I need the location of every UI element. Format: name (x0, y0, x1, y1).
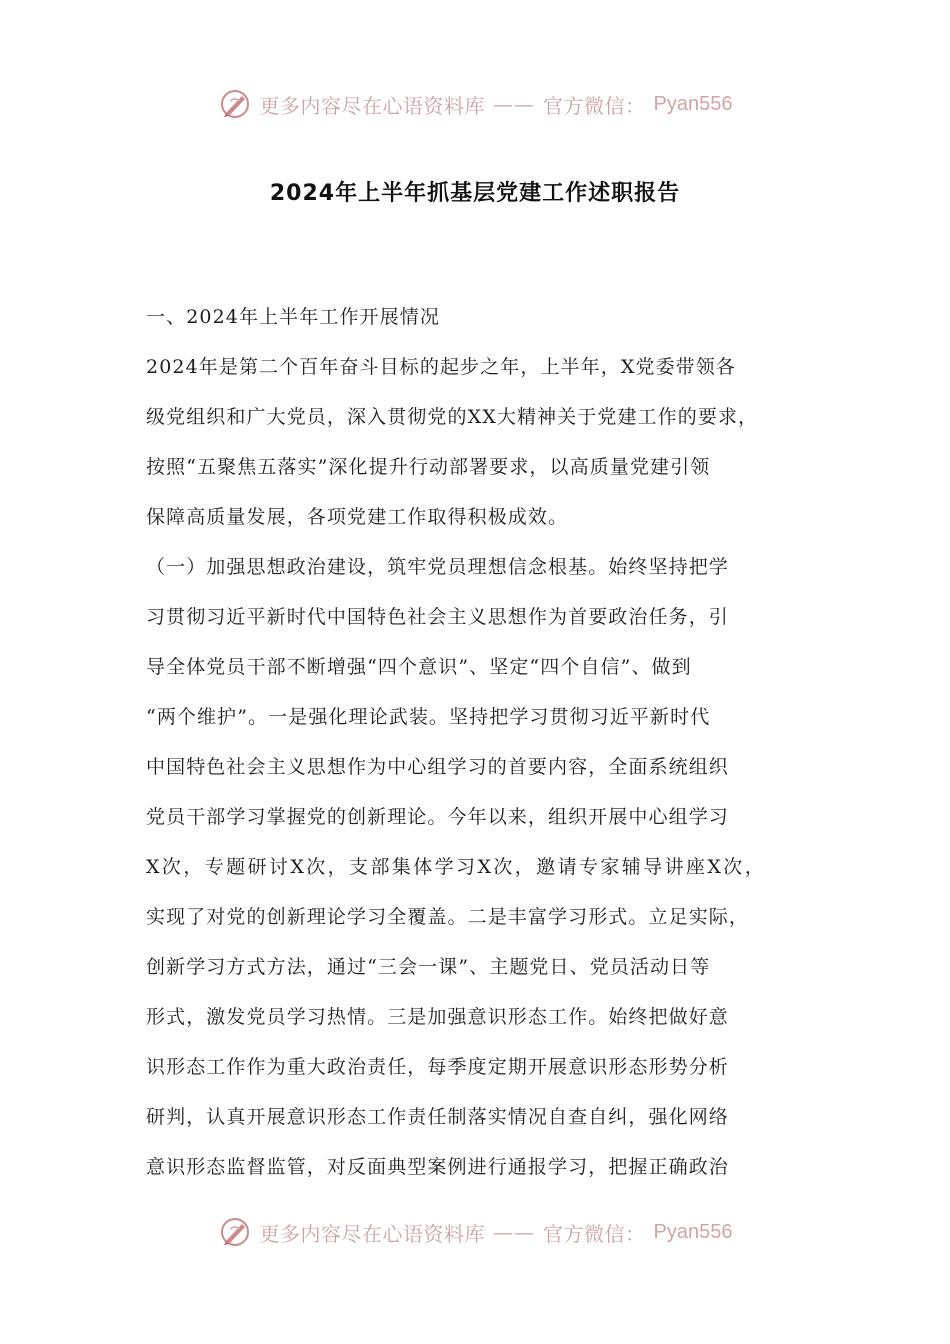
body-line: 2024年是第二个百年奋斗目标的起步之年，上半年，X党委带领各 (146, 356, 736, 378)
watermark-label: 官方微信： (543, 1221, 646, 1246)
body-line: 党员干部学习掌握党的创新理论。今年以来，组织开展中心组学习 (146, 806, 729, 828)
body-line: “两个维护”。一是强化理论武装。坚持把学习贯彻习近平新时代 (146, 706, 711, 728)
body-line: 导全体党员干部不断增强“四个意识”、坚定“四个自信”、做到 (146, 656, 692, 678)
body-line: 级党组织和广大党员，深入贯彻党的XX大精神关于党建工作的要求， (146, 406, 759, 428)
body-line: 中国特色社会主义思想作为中心组学习的首要内容，全面系统组织 (146, 756, 729, 778)
watermark-text: 更多内容尽在心语资料库 (259, 1221, 486, 1246)
document-body (146, 298, 812, 1198)
body-line: 意识形态监督监管，对反面典型案例进行通报学习，把握正确政治 (146, 1156, 729, 1178)
document-title: 2024年上半年抓基层党建工作述职报告 (269, 181, 681, 206)
body-line: 形式，激发党员学习热情。三是加强意识形态工作。始终把做好意 (146, 1006, 729, 1028)
section-heading: 一、2024年上半年工作开展情况 (146, 306, 440, 328)
body-line: 实现了对党的创新理论学习全覆盖。二是丰富学习形式。立足实际， (146, 906, 750, 928)
body-line: 创新学习方式方法，通过“三会一课”、主题党日、党员活动日等 (146, 956, 711, 978)
watermark-id: Pyan556 (653, 1220, 733, 1243)
body-line: 识形态工作作为重大政治责任，每季度定期开展意识形态形势分析 (146, 1056, 729, 1078)
header-watermark (0, 84, 950, 124)
watermark-label: 官方微信： (543, 93, 646, 118)
body-line: （一）加强思想政治建设，筑牢党员理想信念根基。始终坚持把学 (146, 556, 729, 578)
body-line: 习贯彻习近平新时代中国特色社会主义思想作为首要政治任务，引 (146, 606, 729, 628)
watermark-id: Pyan556 (653, 92, 733, 115)
watermark-text: 更多内容尽在心语资料库 (259, 93, 486, 118)
body-line: 按照“五聚焦五落实”深化提升行动部署要求，以高质量党建引领 (146, 456, 711, 478)
pen-logo-icon (218, 87, 252, 121)
body-line: 保障高质量发展，各项党建工作取得积极成效。 (146, 506, 569, 528)
watermark-separator: —— (493, 1220, 536, 1244)
body-line: 研判，认真开展意识形态工作责任制落实情况自查自纠，强化网络 (146, 1106, 729, 1128)
body-line: X次，专题研讨X次，支部集体学习X次，邀请专家辅导讲座X次， (146, 856, 767, 878)
watermark-separator: —— (493, 92, 536, 116)
footer-watermark (0, 1212, 950, 1252)
pen-logo-icon (218, 1215, 252, 1249)
